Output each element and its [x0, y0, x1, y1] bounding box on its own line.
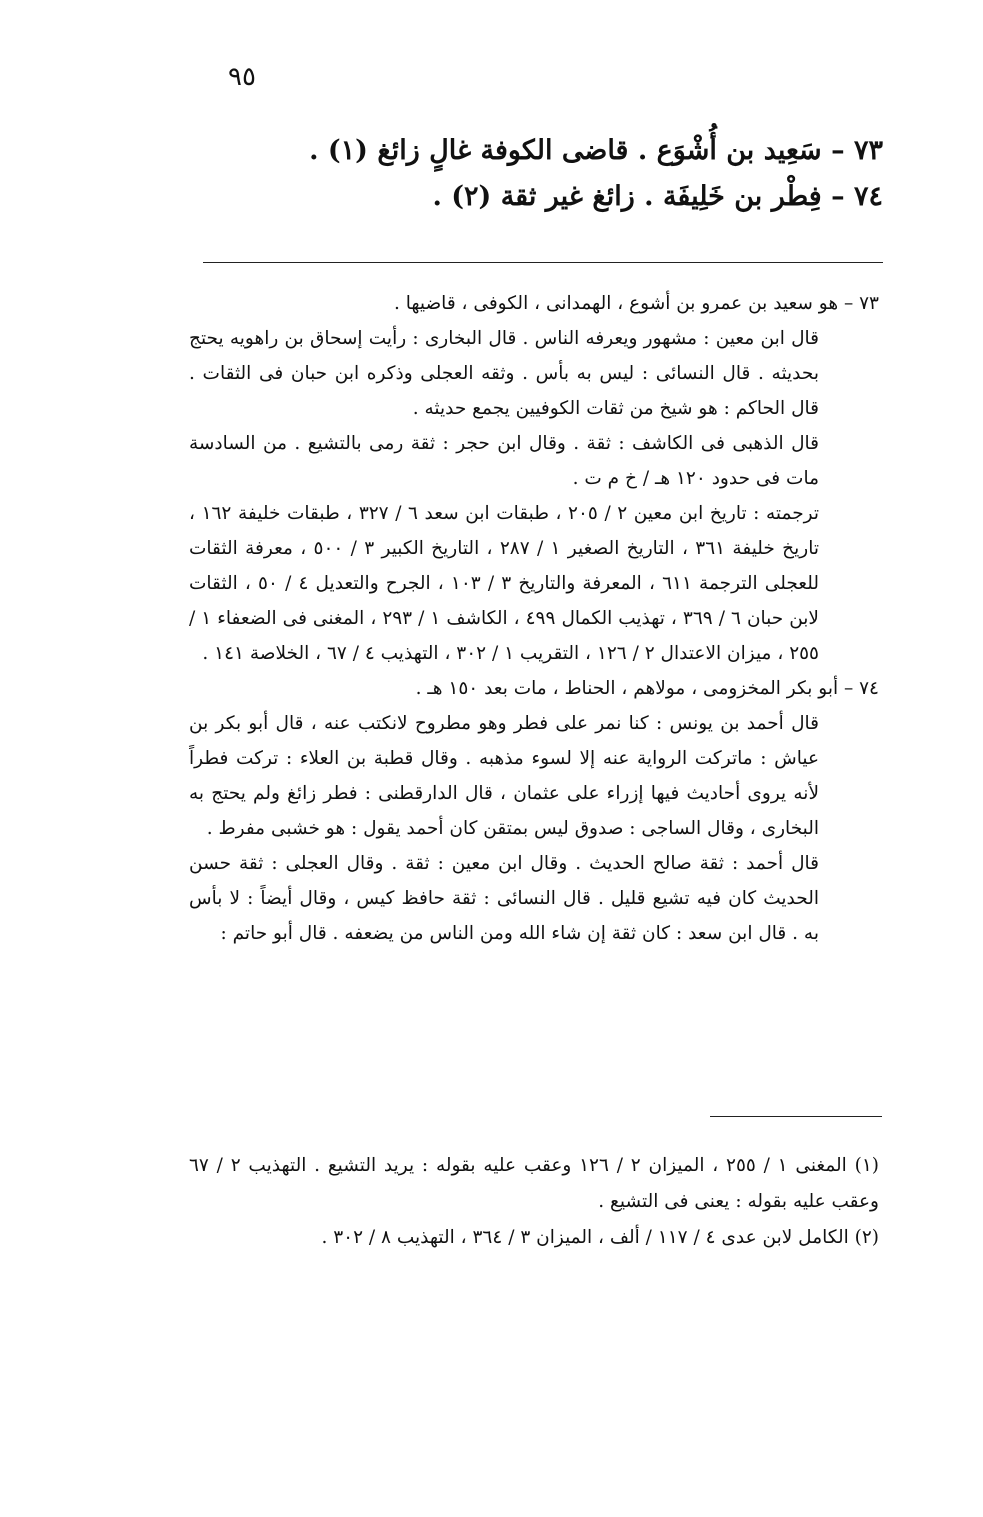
note-73-heading: ٧٣ – هو سعيد بن عمرو بن أشوع ، الهمدانى ، الكوفى ، قاضيها . — [393, 293, 879, 314]
note-73-paragraph: قال ابن معين : مشهور ويعرفه الناس . قال البخارى : رأيت إسحاق بن راهويه يحتج بحديثه . قال النسائى : ليس به بأس . وثقه العجلى وذكره ابن حبان فى الثقات . قال الحاكم : هو شيخ من ثقات الكوفيين يجمع حديثه . — [189, 328, 819, 419]
note-73-paragraph: قال الذهبى فى الكاشف : ثقة . وقال ابن حجر : ثقة رمى بالتشيع . من السادسة مات فى حدود ١٢٠ هـ / خ م ت . — [189, 433, 819, 489]
commentary — [189, 286, 879, 951]
footnote-1: (١) المغنى ١ / ٢٥٥ ، الميزان ٢ / ١٢٦ وعقب عليه بقوله : يريد التشيع . التهذيب ٢ / ٦٧ وعقب عليه بقوله : يعنى فى التشيع . — [189, 1155, 879, 1212]
main-entries — [263, 128, 883, 220]
footnotes — [189, 1148, 879, 1256]
main-entry-74: ٧٤ – فِطْر بن خَلِيفَة . زائغ غير ثقة (٢) . — [432, 181, 883, 212]
note-74-paragraph: قال أحمد : ثقة صالح الحديث . وقال ابن معين : ثقة . وقال العجلى : ثقة حسن الحديث كان فيه تشيع قليل . قال النسائى : ثقة حافظ كيس ، وقال أيضاً : لا بأس به . قال ابن سعد : كان ثقة إن شاء الله ومن الناس من يضعفه . قال أبو حاتم : — [189, 853, 819, 944]
note-74-paragraph: قال أحمد بن يونس : كنا نمر على فطر وهو مطروح لانكتب عنه ، قال أبو بكر بن عياش : ماتركت الرواية عنه إلا لسوء مذهبه . وقال قطبة بن العلاء : تركت فطراً لأنه يروى أحاديث فيها إزراء على عثمان ، قال الدارقطنى : فطر زائغ ولم يحتج به البخارى ، وقال الساجى : صدوق ليس بمتقن كان أحمد يقول : هو خشبى مفرط . — [189, 713, 819, 839]
top-divider — [203, 262, 883, 263]
footnote-divider — [710, 1116, 882, 1117]
main-entry-73: ٧٣ – سَعِيد بن أُشْوَع . قاضى الكوفة غالٍ زائغ (١) . — [309, 135, 883, 166]
note-73-references: ترجمته : تاريخ ابن معين ٢ / ٢٠٥ ، طبقات ابن سعد ٦ / ٣٢٧ ، طبقات خليفة ١٦٢ ، تاريخ خليفة ٣٦١ ، التاريخ الصغير ١ / ٢٨٧ ، التاريخ الكبير ٣ / ٥٠٠ ، معرفة الثقات للعجلى الترجمة ٦١١ ، المعرفة والتاريخ ٣ / ١٠٣ ، الجرح والتعديل ٤ / ٥٠ ، الثقات لابن حبان ٦ / ٣٦٩ ، تهذيب الكمال ٤٩٩ ، الكاشف ١ / ٢٩٣ ، المغنى فى الضعفاء ١ / ٢٥٥ ، ميزان الاعتدال ٢ / ١٢٦ ، التقريب ١ / ٣٠٢ ، التهذيب ٤ / ٦٧ ، الخلاصة ١٤١ . — [189, 503, 819, 664]
footnote-2: (٢) الكامل لابن عدى ٤ / ١١٧ / ألف ، الميزان ٣ / ٣٦٤ ، التهذيب ٨ / ٣٠٢ . — [321, 1227, 879, 1248]
note-74-heading: ٧٤ – أبو بكر المخزومى ، مولاهم ، الحناط ، مات بعد ١٥٠ هـ . — [415, 678, 879, 699]
page-number: ٩٥ — [228, 62, 256, 92]
